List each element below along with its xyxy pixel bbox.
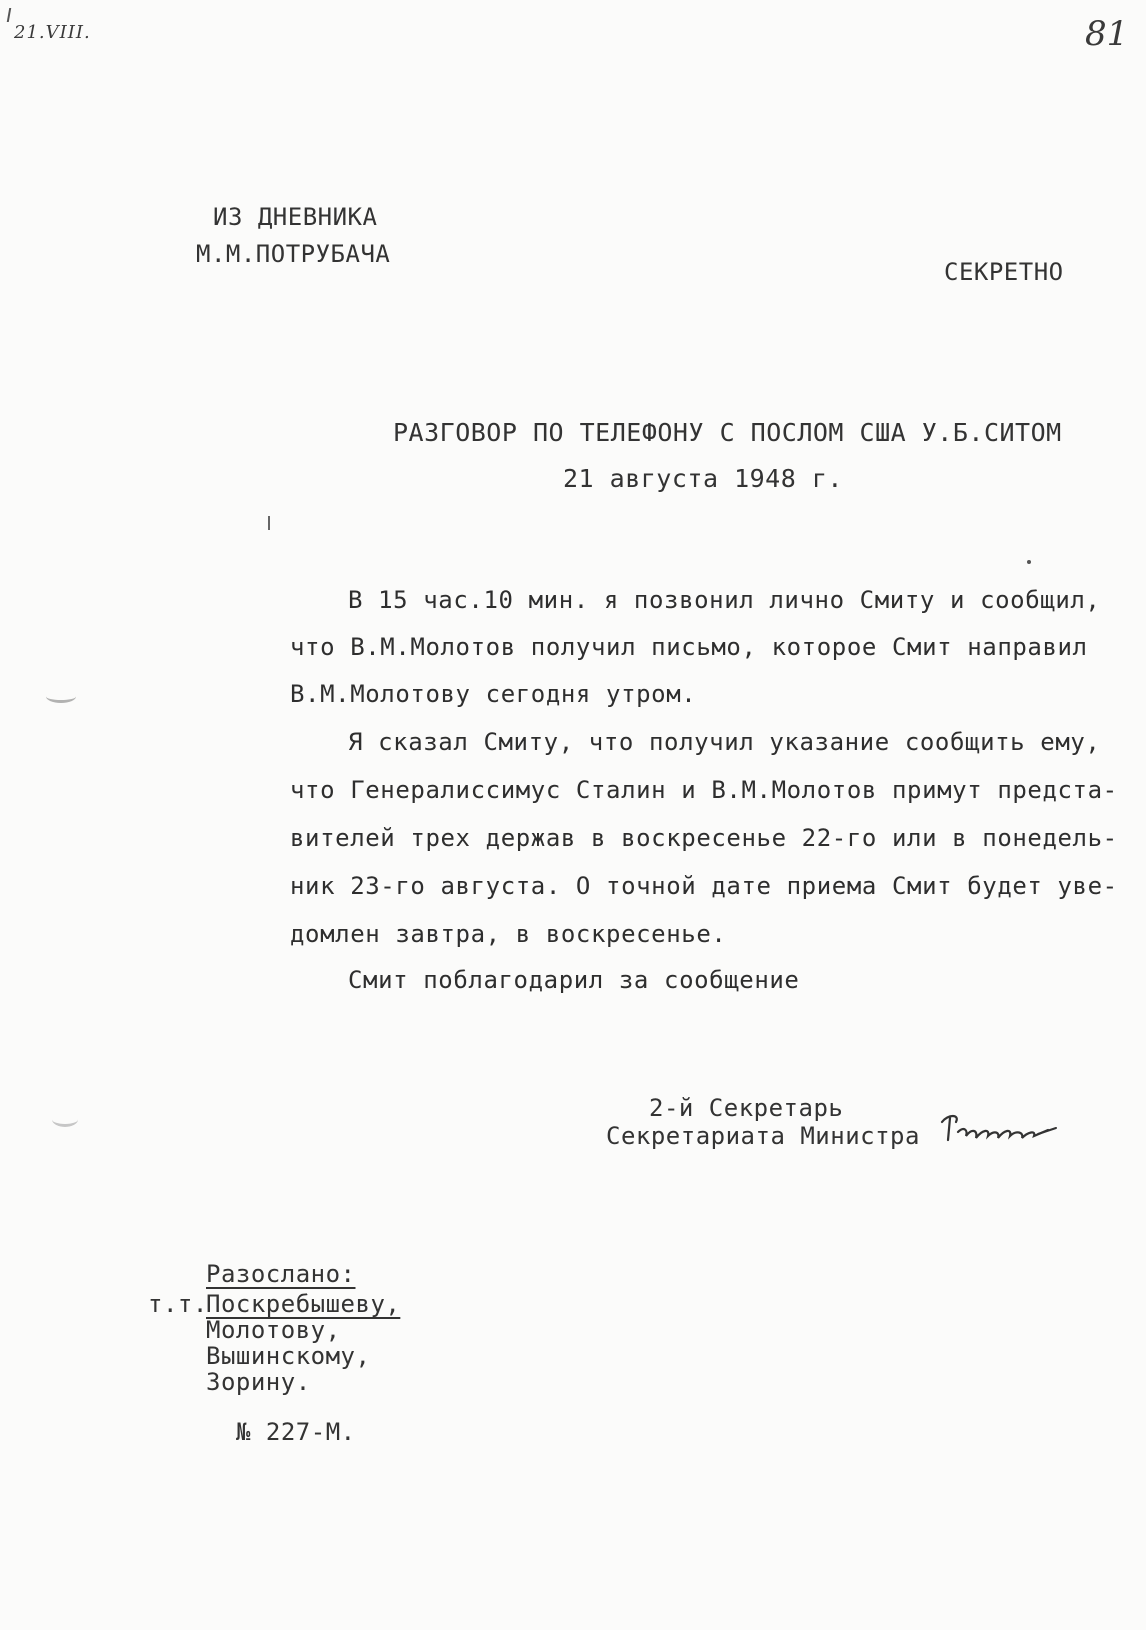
diary-source-line-1: ИЗ ДНЕВНИКА (213, 203, 378, 231)
body-line: Я сказал Смиту, что получил указание сообщить ему, (348, 728, 1101, 756)
body-line: В 15 час.10 мин. я позвонил лично Смиту и сообщил, (348, 586, 1101, 614)
margin-tick (268, 516, 270, 530)
body-line: Смит поблагодарил за сообщение (348, 966, 800, 994)
corner-date-note: 21.VIII. (14, 22, 91, 43)
document-title: РАЗГОВОР ПО ТЕЛЕФОНУ С ПОСЛОМ США У.Б.СИТОМ (393, 418, 1062, 447)
distribution-recipient: Поскребышеву, (206, 1290, 401, 1318)
body-line: В.М.Молотову сегодня утром. (290, 680, 697, 708)
body-line: что В.М.Молотов получил письмо, которое Смит направил (290, 633, 1088, 661)
corner-check-mark (7, 8, 17, 22)
distribution-recipient: Вышинскому, (206, 1342, 371, 1370)
distribution-recipient: Молотову, (206, 1316, 341, 1344)
margin-smudge (46, 690, 76, 703)
secret-classification: СЕКРЕТНО (944, 258, 1064, 286)
document-number: № 227-М. (236, 1418, 356, 1446)
margin-smudge (52, 1112, 78, 1127)
page-number: 81 (1085, 14, 1129, 54)
signatory-title-line-2: Секретариата Министра (606, 1122, 920, 1150)
distribution-prefix: т.т. (148, 1290, 208, 1318)
distribution-recipient: Зорину. (206, 1368, 311, 1396)
distribution-heading: Разослано: (206, 1260, 356, 1288)
ink-dot (1027, 560, 1031, 564)
diary-source-line-2: М.М.ПОТРУБАЧА (196, 240, 391, 268)
body-line: ник 23-го августа. О точной дате приема Смит будет уве- (290, 872, 1118, 900)
body-line: что Генералиссимус Сталин и В.М.Молотов примут предста- (290, 776, 1118, 804)
body-line: домлен завтра, в воскресенье. (290, 920, 727, 948)
body-line: вителей трех держав в воскресенье 22-го или в понедель- (290, 824, 1118, 852)
signatory-title-line-1: 2-й Секретарь (649, 1094, 844, 1122)
document-date: 21 августа 1948 г. (563, 464, 843, 493)
handwritten-signature (938, 1108, 1068, 1150)
